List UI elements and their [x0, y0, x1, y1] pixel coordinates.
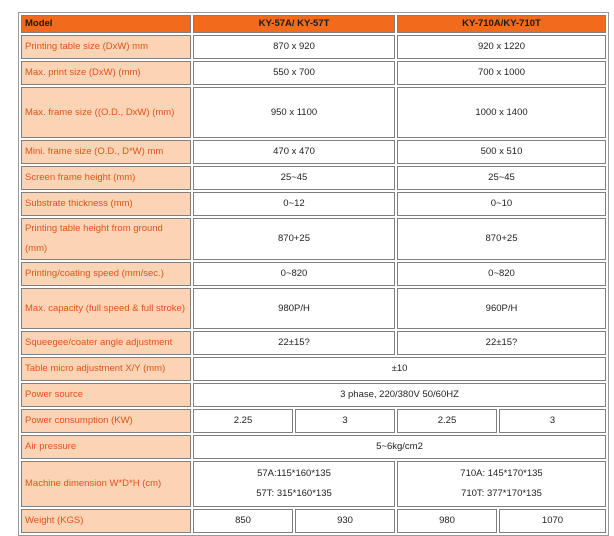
row-label: Max. print size (DxW) (mm): [21, 61, 191, 85]
value-710t: 3: [499, 409, 606, 433]
value-model-a: 22±15?: [193, 331, 395, 355]
row-label: Printing table size (DxW) mm: [21, 35, 191, 59]
dimension-57t: 57T: 315*160*135: [256, 488, 332, 499]
row-label: Air pressure: [21, 435, 191, 459]
table-row: [21, 435, 606, 459]
value-57t: 3: [295, 409, 395, 433]
table-row: [21, 61, 606, 85]
row-label: Screen frame height (mm): [21, 166, 191, 190]
table-row: [21, 357, 606, 381]
value-model-a: 950 x 1100: [193, 87, 395, 138]
row-label: Machine dimension W*D*H (cm): [21, 461, 191, 507]
value-710t: 1070: [499, 509, 606, 533]
value-shared: 3 phase, 220/380V 50/60HZ: [193, 383, 606, 407]
value-710a: 980: [397, 509, 497, 533]
value-710a: 2.25: [397, 409, 497, 433]
value-57a: 2.25: [193, 409, 293, 433]
value-model-a: 25~45: [193, 166, 395, 190]
dimension-710a: 710A: 145*170*135: [460, 468, 543, 479]
dimension-710t: 710T: 377*170*135: [461, 488, 542, 499]
value-model-b: 700 x 1000: [397, 61, 606, 85]
value-model-a: 0~12: [193, 192, 395, 216]
table-row: [21, 35, 606, 59]
row-label: Printing table height from ground (mm): [21, 218, 191, 260]
row-label: Max. frame size ((O.D., DxW) (mm): [21, 87, 191, 138]
value-57a: 850: [193, 509, 293, 533]
row-label: Mini. frame size (O.D., D*W) mm: [21, 140, 191, 164]
header-row: [21, 15, 606, 33]
value-model-b: 960P/H: [397, 288, 606, 329]
model-b-header: KY-710A/KY-710T: [397, 15, 606, 33]
table-row: [21, 331, 606, 355]
table-row: [21, 218, 606, 260]
value-57t: 930: [295, 509, 395, 533]
table-row: [21, 509, 606, 533]
value-model-a: 0~820: [193, 262, 395, 286]
value-model-b: 0~820: [397, 262, 606, 286]
table-row: [21, 140, 606, 164]
model-a-header: KY-57A/ KY-57T: [193, 15, 395, 33]
row-label: Power consumption (KW): [21, 409, 191, 433]
table-row: [21, 409, 606, 433]
row-label: Power source: [21, 383, 191, 407]
spec-table: [18, 12, 609, 536]
table-row: [21, 288, 606, 329]
row-label: Printing/coating speed (mm/sec.): [21, 262, 191, 286]
value-shared: ±10: [193, 357, 606, 381]
table-row: [21, 87, 606, 138]
value-model-a: 470 x 470: [193, 140, 395, 164]
model-header: Model: [21, 15, 191, 33]
table-row: [21, 166, 606, 190]
table-row: [21, 383, 606, 407]
value-model-b: 920 x 1220: [397, 35, 606, 59]
row-label: Max. capacity (full speed & full stroke): [21, 288, 191, 329]
value-model-b: 1000 x 1400: [397, 87, 606, 138]
value-model-a: 870 x 920: [193, 35, 395, 59]
table-row: [21, 192, 606, 216]
value-model-b: 870+25: [397, 218, 606, 260]
value-model-a: [193, 461, 395, 507]
value-model-a: 550 x 700: [193, 61, 395, 85]
row-label: Substrate thickness (mm): [21, 192, 191, 216]
dimension-57a: 57A:115*160*135: [257, 468, 331, 479]
row-label: Table micro adjustment X/Y (mm): [21, 357, 191, 381]
value-model-b: 0~10: [397, 192, 606, 216]
row-label: Weight (KGS): [21, 509, 191, 533]
table-row: [21, 262, 606, 286]
row-label: Squeegee/coater angle adjustment: [21, 331, 191, 355]
value-model-b: 500 x 510: [397, 140, 606, 164]
value-model-b: 22±15?: [397, 331, 606, 355]
value-model-b: [397, 461, 606, 507]
value-model-a: 980P/H: [193, 288, 395, 329]
value-model-b: 25~45: [397, 166, 606, 190]
value-shared: 5~6kg/cm2: [193, 435, 606, 459]
value-model-a: 870+25: [193, 218, 395, 260]
table-row: [21, 461, 606, 507]
